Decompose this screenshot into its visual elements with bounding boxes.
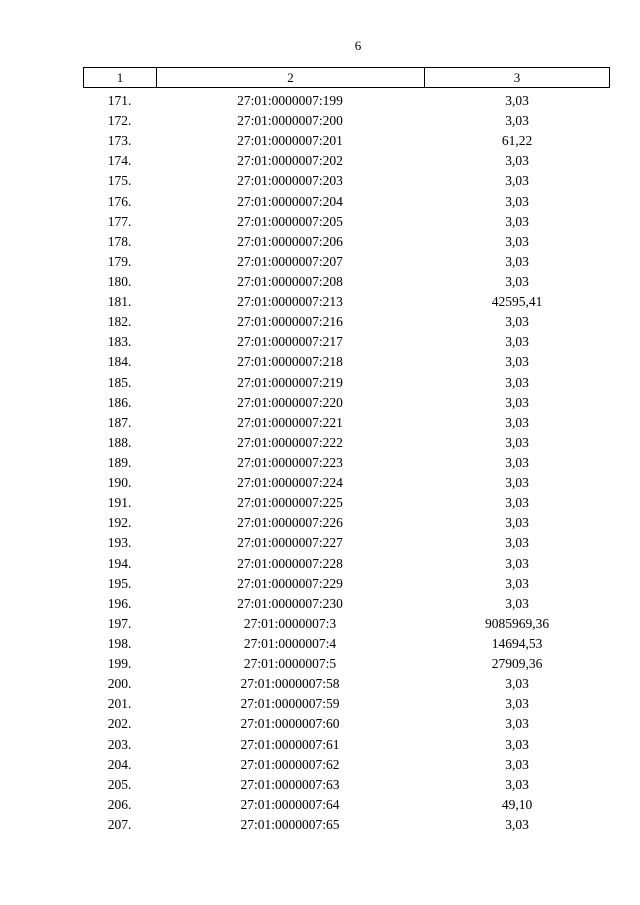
table-row — [83, 574, 610, 594]
table-row — [83, 232, 610, 252]
header-cell-2: 2 — [157, 68, 425, 87]
table-body — [83, 91, 610, 835]
row-number: 172. — [107, 113, 132, 129]
cadastral-number: 27:01:0000007:225 — [237, 495, 343, 511]
cadastral-number: 27:01:0000007:208 — [237, 273, 343, 289]
value-cell: 3,03 — [505, 696, 529, 712]
value-cell: 3,03 — [505, 716, 529, 732]
row-number: 195. — [107, 575, 132, 591]
row-number: 196. — [107, 595, 132, 611]
cadastral-number: 27:01:0000007:217 — [237, 334, 343, 350]
row-number: 201. — [107, 696, 132, 712]
row-number: 203. — [107, 736, 132, 752]
row-number: 192. — [107, 515, 132, 531]
cadastral-number: 27:01:0000007:227 — [237, 535, 343, 551]
row-number: 175. — [107, 173, 132, 189]
cadastral-number: 27:01:0000007:3 — [243, 615, 337, 631]
table-header — [83, 67, 610, 88]
cadastral-number: 27:01:0000007:216 — [237, 314, 343, 330]
row-number: 189. — [107, 454, 132, 470]
row-number: 182. — [107, 314, 132, 330]
table-row — [83, 453, 610, 473]
table-row — [83, 533, 610, 553]
cadastral-number: 27:01:0000007:62 — [240, 756, 340, 772]
value-cell: 3,03 — [505, 555, 529, 571]
row-number: 193. — [107, 535, 132, 551]
table-row — [83, 393, 610, 413]
cadastral-number: 27:01:0000007:65 — [240, 816, 340, 832]
page-number: 6 — [354, 38, 362, 53]
value-cell: 3,03 — [505, 314, 529, 330]
cadastral-number: 27:01:0000007:221 — [237, 414, 343, 430]
cadastral-number: 27:01:0000007:230 — [237, 595, 343, 611]
table-row — [83, 252, 610, 272]
table-row — [83, 654, 610, 674]
cadastral-number: 27:01:0000007:202 — [237, 153, 343, 169]
cadastral-number: 27:01:0000007:229 — [237, 575, 343, 591]
value-cell: 3,03 — [505, 213, 529, 229]
value-cell: 49,10 — [501, 796, 533, 812]
table-row — [83, 594, 610, 614]
table-row — [83, 755, 610, 775]
table-row — [83, 714, 610, 734]
value-cell: 3,03 — [505, 676, 529, 692]
row-number: 171. — [107, 93, 132, 108]
cadastral-number: 27:01:0000007:199 — [237, 93, 343, 108]
cadastral-number: 27:01:0000007:218 — [237, 354, 343, 370]
row-number: 180. — [107, 273, 132, 289]
row-number: 181. — [107, 294, 132, 310]
row-number: 179. — [107, 253, 132, 269]
table-row — [83, 272, 610, 292]
table-row — [83, 795, 610, 815]
cadastral-number: 27:01:0000007:223 — [237, 454, 343, 470]
value-cell: 42595,41 — [491, 294, 543, 310]
cadastral-number: 27:01:0000007:213 — [237, 294, 343, 310]
value-cell: 3,03 — [505, 394, 529, 410]
row-number: 207. — [107, 816, 132, 832]
table-row — [83, 131, 610, 151]
value-cell: 3,03 — [505, 535, 529, 551]
table-row — [83, 473, 610, 493]
value-cell: 3,03 — [505, 334, 529, 350]
cadastral-number: 27:01:0000007:219 — [237, 374, 343, 390]
cadastral-number: 27:01:0000007:58 — [240, 676, 340, 692]
value-cell: 61,22 — [501, 133, 533, 149]
table-row — [83, 91, 610, 111]
value-cell: 3,03 — [505, 595, 529, 611]
value-cell: 3,03 — [505, 454, 529, 470]
cadastral-number: 27:01:0000007:226 — [237, 515, 343, 531]
value-cell: 27909,36 — [491, 656, 543, 672]
row-number: 176. — [107, 193, 132, 209]
table-row — [83, 614, 610, 634]
table-row — [83, 413, 610, 433]
cadastral-number: 27:01:0000007:61 — [240, 736, 340, 752]
value-cell: 3,03 — [505, 193, 529, 209]
value-cell: 3,03 — [505, 173, 529, 189]
header-cell-3: 3 — [513, 70, 521, 85]
cadastral-number: 27:01:0000007:60 — [240, 716, 340, 732]
table-row — [83, 151, 610, 171]
row-number: 191. — [107, 495, 132, 511]
table-row — [83, 192, 610, 212]
row-number: 190. — [107, 475, 132, 491]
value-cell: 3,03 — [505, 816, 529, 832]
cadastral-number: 27:01:0000007:222 — [237, 434, 343, 450]
value-cell: 3,03 — [505, 253, 529, 269]
row-number: 178. — [107, 233, 132, 249]
value-cell: 3,03 — [505, 153, 529, 169]
row-number: 187. — [107, 414, 132, 430]
row-number: 194. — [107, 555, 132, 571]
value-cell: 3,03 — [505, 414, 529, 430]
table-row — [83, 312, 610, 332]
table-row — [83, 815, 610, 835]
value-cell: 3,03 — [505, 736, 529, 752]
cadastral-number: 27:01:0000007:200 — [237, 113, 343, 129]
value-cell: 3,03 — [505, 93, 529, 108]
table-row — [83, 111, 610, 131]
value-cell: 14694,53 — [491, 635, 543, 651]
table-row — [83, 735, 610, 755]
row-number: 204. — [107, 756, 132, 772]
row-number: 199. — [107, 656, 132, 672]
table-row — [83, 352, 610, 372]
value-cell: 3,03 — [505, 113, 529, 129]
table-row — [83, 212, 610, 232]
cadastral-number: 27:01:0000007:203 — [237, 173, 343, 189]
row-number: 184. — [107, 354, 132, 370]
cadastral-number: 27:01:0000007:204 — [237, 193, 343, 209]
row-number: 185. — [107, 374, 132, 390]
row-number: 173. — [107, 133, 132, 149]
cadastral-number: 27:01:0000007:224 — [237, 475, 343, 491]
value-cell: 3,03 — [505, 575, 529, 591]
cadastral-number: 27:01:0000007:63 — [240, 776, 340, 792]
value-cell: 3,03 — [505, 434, 529, 450]
row-number: 183. — [107, 334, 132, 350]
cadastral-number: 27:01:0000007:205 — [237, 213, 343, 229]
cadastral-number: 27:01:0000007:207 — [237, 253, 343, 269]
cadastral-number: 27:01:0000007:59 — [240, 696, 340, 712]
table-row — [83, 634, 610, 654]
value-cell: 3,03 — [505, 776, 529, 792]
value-cell: 3,03 — [505, 374, 529, 390]
cadastral-number: 27:01:0000007:228 — [237, 555, 343, 571]
header-cell-1: 1 — [84, 68, 157, 87]
table-row — [83, 513, 610, 533]
row-number: 174. — [107, 153, 132, 169]
value-cell: 3,03 — [505, 756, 529, 772]
value-cell: 3,03 — [505, 475, 529, 491]
cadastral-number: 27:01:0000007:206 — [237, 233, 343, 249]
table-row — [83, 433, 610, 453]
value-cell: 3,03 — [505, 515, 529, 531]
cadastral-number: 27:01:0000007:201 — [237, 133, 343, 149]
row-number: 205. — [107, 776, 132, 792]
row-number: 206. — [107, 796, 132, 812]
cadastral-number: 27:01:0000007:4 — [243, 635, 337, 651]
row-number: 197. — [107, 615, 132, 631]
table-row — [83, 332, 610, 352]
table-row — [83, 674, 610, 694]
row-number: 188. — [107, 434, 132, 450]
row-number: 202. — [107, 716, 132, 732]
table-row — [83, 775, 610, 795]
cadastral-number: 27:01:0000007:64 — [240, 796, 340, 812]
value-cell: 9085969,36 — [484, 615, 550, 631]
row-number: 186. — [107, 394, 132, 410]
row-number: 200. — [107, 676, 132, 692]
table-row — [83, 694, 610, 714]
row-number: 177. — [107, 213, 132, 229]
table-row — [83, 554, 610, 574]
row-number: 198. — [107, 635, 132, 651]
value-cell: 3,03 — [505, 233, 529, 249]
table-row — [83, 493, 610, 513]
table-row — [83, 373, 610, 393]
table-row — [83, 171, 610, 191]
value-cell: 3,03 — [505, 354, 529, 370]
value-cell: 3,03 — [505, 495, 529, 511]
table-row — [83, 292, 610, 312]
cadastral-number: 27:01:0000007:5 — [243, 656, 337, 672]
value-cell: 3,03 — [505, 273, 529, 289]
cadastral-number: 27:01:0000007:220 — [237, 394, 343, 410]
